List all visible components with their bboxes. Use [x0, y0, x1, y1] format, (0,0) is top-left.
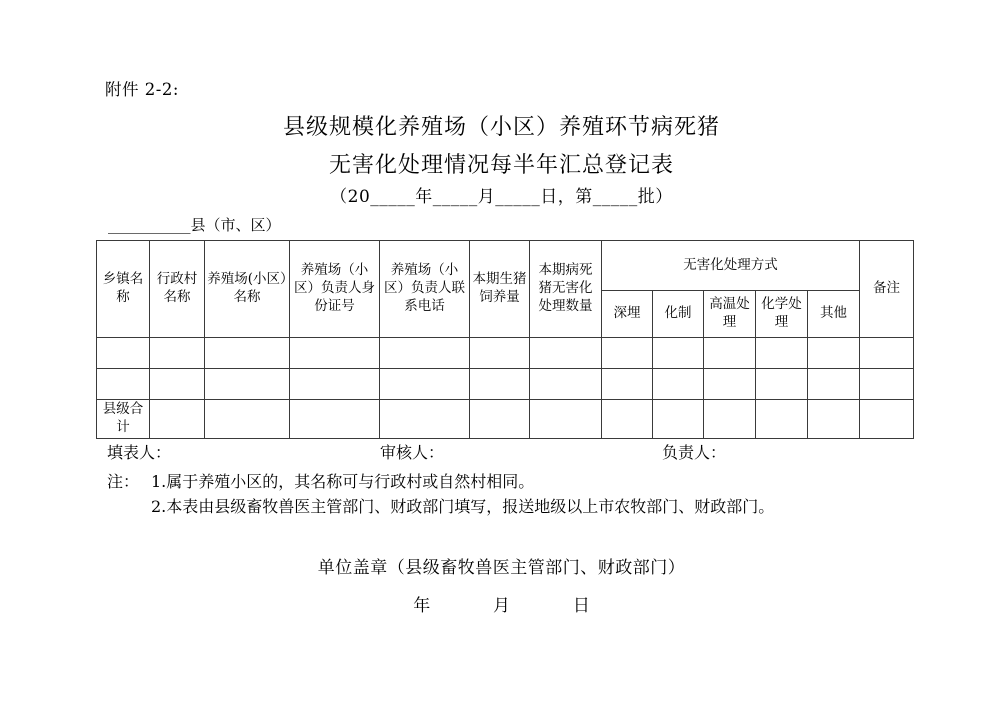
cell-total-method-chemical[interactable]: [756, 400, 808, 439]
cell-method-high-temperature[interactable]: [704, 338, 756, 369]
cell-pigs-raised[interactable]: [470, 338, 530, 369]
header-method-deep-burial: 深埋: [602, 291, 653, 338]
header-farm-name: 养殖场(小区）名称: [205, 241, 290, 338]
cell-method-deep-burial[interactable]: [602, 369, 653, 400]
cell-method-rendering[interactable]: [653, 369, 704, 400]
cell-total-village-name[interactable]: [150, 400, 205, 439]
cell-method-high-temperature[interactable]: [704, 369, 756, 400]
header-method-high-temperature: 高温处理: [704, 291, 756, 338]
official-seal-line: 单位盖章（县级畜牧兽医主管部门、财政部门）: [317, 558, 686, 578]
date-day-label: 日: [572, 596, 590, 616]
signature-row: [0, 440, 1003, 462]
table-row: [97, 338, 914, 369]
cell-pigs-raised[interactable]: [470, 369, 530, 400]
cell-total-owner-id[interactable]: [290, 400, 380, 439]
date-month-label: 月: [493, 596, 510, 616]
notes-label: 注：: [107, 472, 140, 491]
cell-total-method-rendering[interactable]: [653, 400, 704, 439]
header-method-rendering: 化制: [653, 291, 704, 338]
date-year-label: 年: [413, 596, 431, 616]
header-pigs-disposed: 本期病死猪无害化处理数量: [530, 241, 602, 338]
disposal-summary-table: [96, 240, 914, 439]
county-field-line: ___________县（市、区）: [108, 216, 281, 234]
cell-township-name[interactable]: [97, 338, 150, 369]
cell-owner-phone[interactable]: [380, 338, 470, 369]
cell-owner-id[interactable]: [290, 338, 380, 369]
signature-responsible-label: 负责人：: [662, 443, 727, 462]
header-owner-phone: 养殖场（小区）负责人联系电话: [380, 241, 470, 338]
cell-pigs-disposed[interactable]: [530, 369, 602, 400]
cell-village-name[interactable]: [150, 338, 205, 369]
page-title-line-2: 无害化处理情况每半年汇总登记表: [328, 153, 674, 178]
attachment-label: 附件 2-2:: [105, 80, 179, 99]
cell-method-chemical[interactable]: [756, 338, 808, 369]
cell-county-total-label: 县级合计: [97, 400, 150, 439]
cell-township-name[interactable]: [97, 369, 150, 400]
cell-pigs-disposed[interactable]: [530, 338, 602, 369]
cell-total-pigs-raised[interactable]: [470, 400, 530, 439]
header-disposal-method-group: 无害化处理方式: [602, 241, 860, 291]
header-method-other: 其他: [808, 291, 860, 338]
note-item-2: 2.本表由县级畜牧兽医主管部门、财政部门填写，报送地级以上市农牧部门、财政部门。: [151, 497, 775, 516]
cell-method-chemical[interactable]: [756, 369, 808, 400]
header-owner-id: 养殖场（小区）负责人身份证号: [290, 241, 380, 338]
cell-method-other[interactable]: [808, 338, 860, 369]
cell-farm-name[interactable]: [205, 369, 290, 400]
table-header-row-main: [97, 241, 914, 291]
cell-total-method-high-temperature[interactable]: [704, 400, 756, 439]
cell-owner-id[interactable]: [290, 369, 380, 400]
table-row: [97, 369, 914, 400]
signature-date-line: [0, 591, 1003, 616]
signature-reviewer-label: 审核人：: [380, 443, 445, 462]
header-pigs-raised: 本期生猪饲养量: [470, 241, 530, 338]
cell-total-method-other[interactable]: [808, 400, 860, 439]
signature-preparer-label: 填表人：: [107, 443, 172, 462]
cell-method-other[interactable]: [808, 369, 860, 400]
cell-total-pigs-disposed[interactable]: [530, 400, 602, 439]
cell-total-remarks[interactable]: [860, 400, 914, 439]
cell-total-owner-phone[interactable]: [380, 400, 470, 439]
cell-method-rendering[interactable]: [653, 338, 704, 369]
table-row-county-total: [97, 400, 914, 439]
cell-village-name[interactable]: [150, 369, 205, 400]
cell-total-farm-name[interactable]: [205, 400, 290, 439]
page-title-date-line: （20_____年_____月_____日，第_____批）: [330, 187, 673, 207]
header-remarks: 备注: [860, 241, 914, 338]
cell-total-method-deep-burial[interactable]: [602, 400, 653, 439]
header-township-name: 乡镇名称: [97, 241, 150, 338]
cell-owner-phone[interactable]: [380, 369, 470, 400]
cell-method-deep-burial[interactable]: [602, 338, 653, 369]
note-item-1: 1.属于养殖小区的，其名称可与行政村或自然村相同。: [151, 472, 535, 491]
cell-farm-name[interactable]: [205, 338, 290, 369]
cell-remarks[interactable]: [860, 369, 914, 400]
page-title-line-1: 县级规模化养殖场（小区）养殖环节病死猪: [282, 115, 720, 140]
header-village-name: 行政村名称: [150, 241, 205, 338]
header-method-chemical: 化学处理: [756, 291, 808, 338]
cell-remarks[interactable]: [860, 338, 914, 369]
